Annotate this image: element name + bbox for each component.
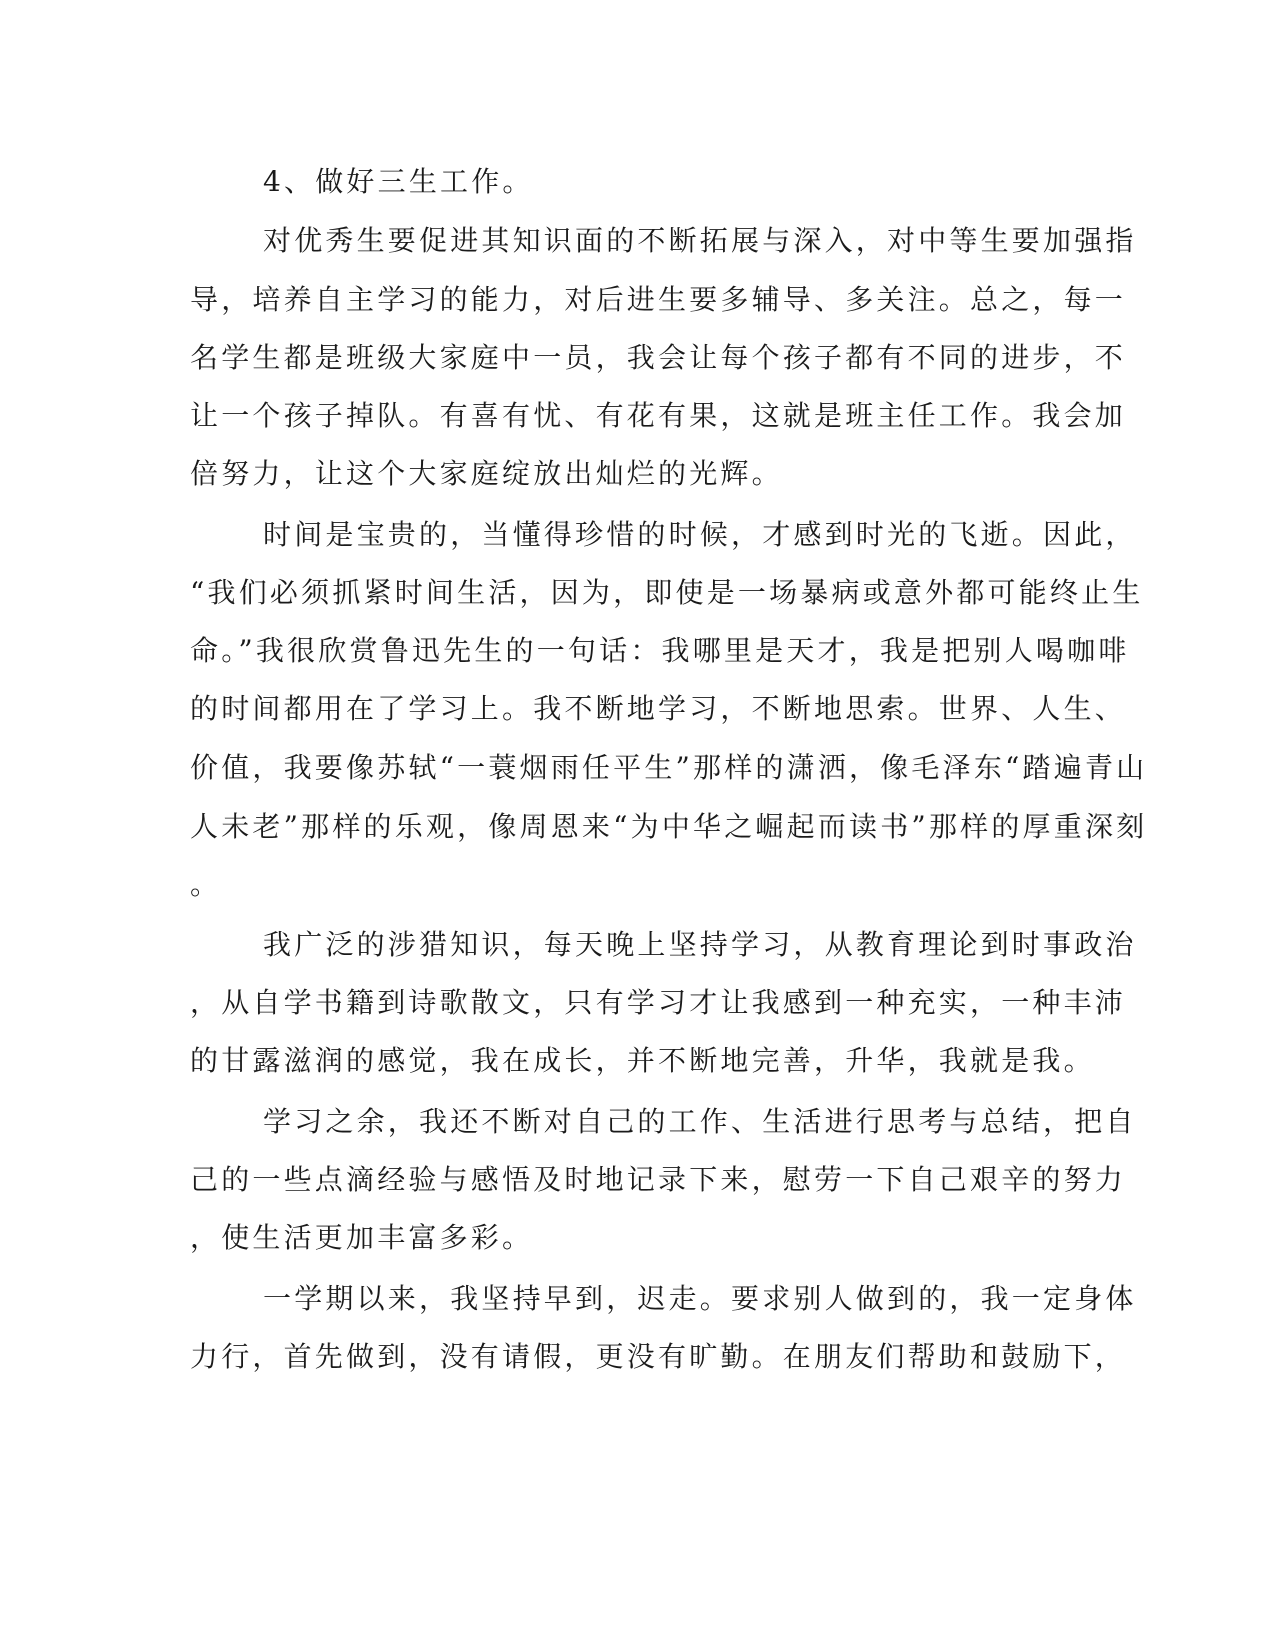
paragraph-line: 命。”我很欣赏鲁迅先生的一句话：我哪里是天才，我是把别人喝咖啡	[190, 634, 1130, 667]
paragraph-line: 倍努力，让这个大家庭绽放出灿烂的光辉。	[190, 457, 783, 490]
paragraph-line: ，使生活更加丰富多彩。	[190, 1221, 534, 1254]
paragraph-line: 对优秀生要促进其知识面的不断拓展与深入，对中等生要加强指	[263, 224, 1137, 257]
paragraph-line: 价值，我要像苏轼“一蓑烟雨任平生”那样的潇洒，像毛泽东“踏遍青山	[190, 751, 1148, 784]
paragraph-line: “我们必须抓紧时间生活，因为，即使是一场暴病或意外都可能终止生	[190, 576, 1144, 609]
paragraph-line: 一学期以来，我坚持早到，迟走。要求别人做到的，我一定身体	[263, 1282, 1137, 1315]
paragraph-line: 时间是宝贵的，当懂得珍惜的时候，才感到时光的飞逝。因此，	[263, 518, 1137, 551]
paragraph-line: ，从自学书籍到诗歌散文，只有学习才让我感到一种充实，一种丰沛	[190, 986, 1127, 1019]
paragraph-line: 学习之余，我还不断对自己的工作、生活进行思考与总结，把自	[263, 1105, 1137, 1138]
paragraph-line: 让一个孩子掉队。有喜有忧、有花有果，这就是班主任工作。我会加	[190, 399, 1127, 432]
paragraph-line: 己的一些点滴经验与感悟及时地记录下来，慰劳一下自己艰辛的努力	[190, 1163, 1127, 1196]
paragraph-line: 。	[190, 868, 222, 901]
paragraph-line: 我广泛的涉猎知识，每天晚上坚持学习，从教育理论到时事政治	[263, 928, 1137, 961]
paragraph-line: 的时间都用在了学习上。我不断地学习，不断地思索。世界、人生、	[190, 692, 1127, 725]
heading-line: 4、做好三生工作。	[263, 165, 534, 198]
paragraph-line: 的甘露滋润的感觉，我在成长，并不断地完善，升华，我就是我。	[190, 1044, 1095, 1077]
paragraph-line: 力行，首先做到，没有请假，更没有旷勤。在朋友们帮助和鼓励下，	[190, 1340, 1127, 1373]
paragraph-line: 导，培养自主学习的能力，对后进生要多辅导、多关注。总之，每一	[190, 283, 1127, 316]
paragraph-line: 人未老”那样的乐观，像周恩来“为中华之崛起而读书”那样的厚重深刻	[190, 810, 1148, 843]
paragraph-line: 名学生都是班级大家庭中一员，我会让每个孩子都有不同的进步，不	[190, 341, 1127, 374]
